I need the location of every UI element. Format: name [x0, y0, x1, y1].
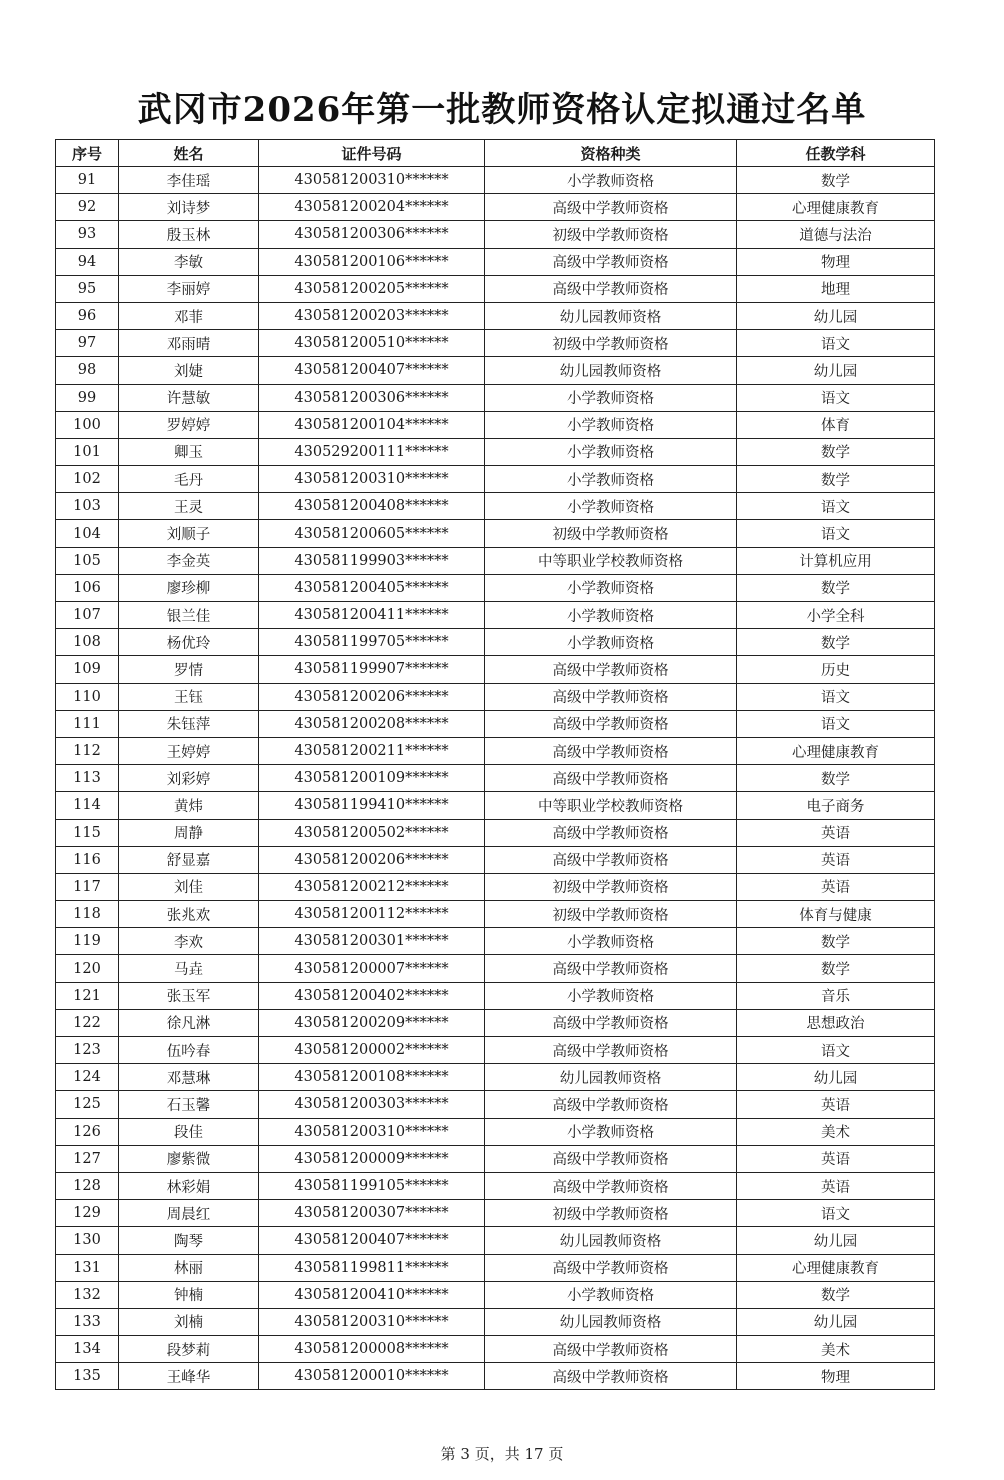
cell-subject: 音乐 — [737, 982, 935, 1009]
cell-name: 舒显嘉 — [119, 846, 259, 873]
cell-qualification-type: 高级中学教师资格 — [485, 656, 737, 683]
cell-qualification-type: 初级中学教师资格 — [485, 901, 737, 928]
cell-name: 廖珍柳 — [119, 574, 259, 601]
cell-id-number: 430581200402****** — [259, 982, 485, 1009]
cell-qualification-type: 幼儿园教师资格 — [485, 1064, 737, 1091]
cell-id-number: 430581200410****** — [259, 1281, 485, 1308]
table-header-row — [56, 140, 935, 167]
cell-qualification-type: 幼儿园教师资格 — [485, 1227, 737, 1254]
table-row — [56, 737, 935, 764]
cell-qualification-type: 高级中学教师资格 — [485, 1172, 737, 1199]
cell-subject: 数学 — [737, 629, 935, 656]
cell-id-number: 430581200306****** — [259, 221, 485, 248]
cell-qualification-type: 高级中学教师资格 — [485, 765, 737, 792]
cell-id-number: 430581200212****** — [259, 873, 485, 900]
cell-index: 109 — [56, 656, 119, 683]
header-index: 序号 — [56, 140, 119, 167]
cell-name: 伍吟春 — [119, 1037, 259, 1064]
table-row — [56, 248, 935, 275]
cell-id-number: 430581200310****** — [259, 1308, 485, 1335]
table-row — [56, 1254, 935, 1281]
cell-index: 119 — [56, 928, 119, 955]
cell-id-number: 430581200407****** — [259, 1227, 485, 1254]
cell-index: 124 — [56, 1064, 119, 1091]
cell-subject: 语文 — [737, 330, 935, 357]
cell-subject: 思想政治 — [737, 1009, 935, 1036]
cell-index: 101 — [56, 438, 119, 465]
cell-subject: 小学全科 — [737, 602, 935, 629]
cell-name: 张玉军 — [119, 982, 259, 1009]
cell-qualification-type: 初级中学教师资格 — [485, 221, 737, 248]
cell-index: 111 — [56, 710, 119, 737]
table-row — [56, 1064, 935, 1091]
cell-id-number: 430581200301****** — [259, 928, 485, 955]
cell-index: 107 — [56, 602, 119, 629]
cell-index: 113 — [56, 765, 119, 792]
cell-qualification-type: 高级中学教师资格 — [485, 710, 737, 737]
cell-id-number: 430581199903****** — [259, 547, 485, 574]
cell-id-number: 430581200209****** — [259, 1009, 485, 1036]
cell-index: 130 — [56, 1227, 119, 1254]
cell-qualification-type: 高级中学教师资格 — [485, 1145, 737, 1172]
table-row — [56, 1037, 935, 1064]
table-row — [56, 1118, 935, 1145]
cell-index: 100 — [56, 411, 119, 438]
cell-name: 邓雨晴 — [119, 330, 259, 357]
cell-subject: 数学 — [737, 574, 935, 601]
cell-subject: 心理健康教育 — [737, 194, 935, 221]
cell-index: 105 — [56, 547, 119, 574]
cell-name: 黄炜 — [119, 792, 259, 819]
cell-qualification-type: 初级中学教师资格 — [485, 330, 737, 357]
cell-qualification-type: 幼儿园教师资格 — [485, 357, 737, 384]
cell-name: 李敏 — [119, 248, 259, 275]
cell-index: 103 — [56, 493, 119, 520]
cell-index: 93 — [56, 221, 119, 248]
table-row — [56, 1363, 935, 1390]
cell-id-number: 430581199705****** — [259, 629, 485, 656]
cell-index: 128 — [56, 1172, 119, 1199]
cell-qualification-type: 中等职业学校教师资格 — [485, 792, 737, 819]
cell-name: 李欢 — [119, 928, 259, 955]
cell-index: 121 — [56, 982, 119, 1009]
cell-index: 98 — [56, 357, 119, 384]
cell-qualification-type: 小学教师资格 — [485, 928, 737, 955]
cell-id-number: 430581200108****** — [259, 1064, 485, 1091]
cell-index: 99 — [56, 384, 119, 411]
cell-name: 段梦莉 — [119, 1336, 259, 1363]
cell-index: 114 — [56, 792, 119, 819]
table-row — [56, 1172, 935, 1199]
cell-qualification-type: 高级中学教师资格 — [485, 275, 737, 302]
cell-index: 126 — [56, 1118, 119, 1145]
cell-subject: 体育与健康 — [737, 901, 935, 928]
cell-index: 115 — [56, 819, 119, 846]
cell-subject: 美术 — [737, 1118, 935, 1145]
table-row — [56, 520, 935, 547]
cell-subject: 语文 — [737, 710, 935, 737]
cell-subject: 幼儿园 — [737, 302, 935, 329]
cell-index: 134 — [56, 1336, 119, 1363]
cell-name: 杨优玲 — [119, 629, 259, 656]
cell-id-number: 430581200310****** — [259, 167, 485, 194]
cell-index: 110 — [56, 683, 119, 710]
cell-id-number: 430581200502****** — [259, 819, 485, 846]
cell-subject: 英语 — [737, 1172, 935, 1199]
cell-id-number: 430581200205****** — [259, 275, 485, 302]
cell-subject: 数学 — [737, 955, 935, 982]
cell-id-number: 430529200111****** — [259, 438, 485, 465]
cell-name: 林彩娟 — [119, 1172, 259, 1199]
cell-qualification-type: 幼儿园教师资格 — [485, 1308, 737, 1335]
cell-qualification-type: 高级中学教师资格 — [485, 1336, 737, 1363]
header-name: 姓名 — [119, 140, 259, 167]
cell-id-number: 430581200310****** — [259, 1118, 485, 1145]
cell-name: 陶琴 — [119, 1227, 259, 1254]
cell-qualification-type: 小学教师资格 — [485, 167, 737, 194]
cell-qualification-type: 高级中学教师资格 — [485, 737, 737, 764]
cell-subject: 物理 — [737, 1363, 935, 1390]
cell-name: 徐凡淋 — [119, 1009, 259, 1036]
cell-index: 108 — [56, 629, 119, 656]
cell-id-number: 430581200206****** — [259, 846, 485, 873]
cell-qualification-type: 小学教师资格 — [485, 574, 737, 601]
table-row — [56, 982, 935, 1009]
cell-subject: 幼儿园 — [737, 1064, 935, 1091]
cell-subject: 地理 — [737, 275, 935, 302]
cell-name: 马垚 — [119, 955, 259, 982]
cell-name: 廖紫微 — [119, 1145, 259, 1172]
page-footer: 第 3 页，共 17 页 — [440, 1445, 564, 1463]
cell-id-number: 430581200411****** — [259, 602, 485, 629]
cell-id-number: 430581200408****** — [259, 493, 485, 520]
document-title: 武冈市2026年第一批教师资格认定拟通过名单 — [137, 90, 867, 130]
cell-id-number: 430581200009****** — [259, 1145, 485, 1172]
cell-subject: 语文 — [737, 683, 935, 710]
table-row — [56, 167, 935, 194]
cell-index: 94 — [56, 248, 119, 275]
cell-index: 97 — [56, 330, 119, 357]
table-row — [56, 275, 935, 302]
table-row — [56, 819, 935, 846]
cell-index: 92 — [56, 194, 119, 221]
cell-qualification-type: 小学教师资格 — [485, 411, 737, 438]
cell-name: 张兆欢 — [119, 901, 259, 928]
cell-name: 王灵 — [119, 493, 259, 520]
cell-subject: 语文 — [737, 493, 935, 520]
cell-index: 91 — [56, 167, 119, 194]
table-row — [56, 928, 935, 955]
cell-name: 王钰 — [119, 683, 259, 710]
cell-id-number: 430581200211****** — [259, 737, 485, 764]
cell-index: 112 — [56, 737, 119, 764]
table-row — [56, 710, 935, 737]
cell-index: 127 — [56, 1145, 119, 1172]
cell-index: 131 — [56, 1254, 119, 1281]
cell-id-number: 430581200407****** — [259, 357, 485, 384]
table-body — [56, 167, 935, 1390]
cell-subject: 数学 — [737, 1281, 935, 1308]
cell-id-number: 430581200109****** — [259, 765, 485, 792]
cell-name: 李佳瑶 — [119, 167, 259, 194]
cell-name: 石玉馨 — [119, 1091, 259, 1118]
cell-name: 刘顺子 — [119, 520, 259, 547]
cell-qualification-type: 高级中学教师资格 — [485, 683, 737, 710]
table-row — [56, 1308, 935, 1335]
cell-qualification-type: 小学教师资格 — [485, 466, 737, 493]
header-id-number: 证件号码 — [259, 140, 485, 167]
table-row — [56, 384, 935, 411]
cell-id-number: 430581199410****** — [259, 792, 485, 819]
cell-qualification-type: 初级中学教师资格 — [485, 873, 737, 900]
cell-name: 钟楠 — [119, 1281, 259, 1308]
table-row — [56, 873, 935, 900]
cell-id-number: 430581200204****** — [259, 194, 485, 221]
cell-name: 段佳 — [119, 1118, 259, 1145]
table-row — [56, 1227, 935, 1254]
cell-subject: 英语 — [737, 846, 935, 873]
table-row — [56, 1281, 935, 1308]
header-qualification-type: 资格种类 — [485, 140, 737, 167]
cell-qualification-type: 高级中学教师资格 — [485, 1254, 737, 1281]
cell-index: 96 — [56, 302, 119, 329]
cell-name: 刘诗梦 — [119, 194, 259, 221]
header-subject: 任教学科 — [737, 140, 935, 167]
table-row — [56, 547, 935, 574]
cell-name: 李丽婷 — [119, 275, 259, 302]
cell-qualification-type: 小学教师资格 — [485, 1281, 737, 1308]
table-row — [56, 1145, 935, 1172]
cell-id-number: 430581200106****** — [259, 248, 485, 275]
cell-id-number: 430581200010****** — [259, 1363, 485, 1390]
table-row — [56, 846, 935, 873]
cell-qualification-type: 小学教师资格 — [485, 602, 737, 629]
table-row — [56, 438, 935, 465]
cell-index: 118 — [56, 901, 119, 928]
cell-qualification-type: 初级中学教师资格 — [485, 1200, 737, 1227]
table-row — [56, 411, 935, 438]
cell-subject: 幼儿园 — [737, 357, 935, 384]
table-row — [56, 1336, 935, 1363]
cell-subject: 心理健康教育 — [737, 737, 935, 764]
cell-subject: 幼儿园 — [737, 1227, 935, 1254]
cell-index: 133 — [56, 1308, 119, 1335]
cell-name: 刘楠 — [119, 1308, 259, 1335]
cell-name: 李金英 — [119, 547, 259, 574]
cell-subject: 心理健康教育 — [737, 1254, 935, 1281]
cell-name: 邓菲 — [119, 302, 259, 329]
cell-qualification-type: 小学教师资格 — [485, 629, 737, 656]
table-row — [56, 221, 935, 248]
cell-id-number: 430581200104****** — [259, 411, 485, 438]
cell-name: 朱钰萍 — [119, 710, 259, 737]
cell-id-number: 430581200310****** — [259, 466, 485, 493]
cell-id-number: 430581200605****** — [259, 520, 485, 547]
cell-qualification-type: 高级中学教师资格 — [485, 1009, 737, 1036]
cell-index: 125 — [56, 1091, 119, 1118]
cell-index: 102 — [56, 466, 119, 493]
cell-name: 银兰佳 — [119, 602, 259, 629]
table-row — [56, 683, 935, 710]
cell-qualification-type: 中等职业学校教师资格 — [485, 547, 737, 574]
cell-id-number: 430581200203****** — [259, 302, 485, 329]
cell-name: 卿玉 — [119, 438, 259, 465]
cell-name: 许慧敏 — [119, 384, 259, 411]
cell-subject: 物理 — [737, 248, 935, 275]
cell-subject: 数学 — [737, 438, 935, 465]
roster-table — [55, 139, 935, 1390]
cell-subject: 数学 — [737, 928, 935, 955]
cell-subject: 数学 — [737, 167, 935, 194]
table-row — [56, 765, 935, 792]
cell-subject: 语文 — [737, 520, 935, 547]
cell-subject: 历史 — [737, 656, 935, 683]
cell-subject: 语文 — [737, 384, 935, 411]
table-row — [56, 656, 935, 683]
cell-subject: 数学 — [737, 765, 935, 792]
table-row — [56, 901, 935, 928]
cell-id-number: 430581200008****** — [259, 1336, 485, 1363]
cell-qualification-type: 小学教师资格 — [485, 384, 737, 411]
cell-qualification-type: 小学教师资格 — [485, 982, 737, 1009]
table-row — [56, 493, 935, 520]
table-row — [56, 1009, 935, 1036]
cell-subject: 计算机应用 — [737, 547, 935, 574]
cell-index: 123 — [56, 1037, 119, 1064]
table-row — [56, 602, 935, 629]
cell-qualification-type: 小学教师资格 — [485, 493, 737, 520]
cell-qualification-type: 小学教师资格 — [485, 1118, 737, 1145]
table-row — [56, 1200, 935, 1227]
table-row — [56, 574, 935, 601]
cell-name: 刘婕 — [119, 357, 259, 384]
cell-index: 104 — [56, 520, 119, 547]
cell-name: 殷玉林 — [119, 221, 259, 248]
cell-index: 116 — [56, 846, 119, 873]
cell-index: 135 — [56, 1363, 119, 1390]
cell-subject: 数学 — [737, 466, 935, 493]
table-row — [56, 466, 935, 493]
cell-subject: 英语 — [737, 1145, 935, 1172]
cell-id-number: 430581200303****** — [259, 1091, 485, 1118]
table-row — [56, 194, 935, 221]
cell-name: 周静 — [119, 819, 259, 846]
cell-qualification-type: 高级中学教师资格 — [485, 846, 737, 873]
cell-qualification-type: 高级中学教师资格 — [485, 819, 737, 846]
cell-id-number: 430581200112****** — [259, 901, 485, 928]
cell-index: 95 — [56, 275, 119, 302]
cell-subject: 道德与法治 — [737, 221, 935, 248]
cell-id-number: 430581200002****** — [259, 1037, 485, 1064]
cell-id-number: 430581200007****** — [259, 955, 485, 982]
cell-id-number: 430581199811****** — [259, 1254, 485, 1281]
table-row — [56, 792, 935, 819]
cell-name: 林丽 — [119, 1254, 259, 1281]
cell-index: 122 — [56, 1009, 119, 1036]
cell-id-number: 430581200206****** — [259, 683, 485, 710]
cell-name: 王峰华 — [119, 1363, 259, 1390]
cell-name: 毛丹 — [119, 466, 259, 493]
cell-qualification-type: 小学教师资格 — [485, 438, 737, 465]
cell-name: 邓慧琳 — [119, 1064, 259, 1091]
cell-index: 106 — [56, 574, 119, 601]
cell-id-number: 430581199907****** — [259, 656, 485, 683]
cell-id-number: 430581199105****** — [259, 1172, 485, 1199]
table-row — [56, 1091, 935, 1118]
table-row — [56, 629, 935, 656]
cell-index: 132 — [56, 1281, 119, 1308]
cell-subject: 英语 — [737, 1091, 935, 1118]
cell-subject: 语文 — [737, 1200, 935, 1227]
cell-subject: 幼儿园 — [737, 1308, 935, 1335]
cell-name: 王婷婷 — [119, 737, 259, 764]
table-row — [56, 302, 935, 329]
cell-id-number: 430581200208****** — [259, 710, 485, 737]
cell-subject: 英语 — [737, 873, 935, 900]
cell-name: 刘佳 — [119, 873, 259, 900]
cell-subject: 体育 — [737, 411, 935, 438]
cell-qualification-type: 高级中学教师资格 — [485, 955, 737, 982]
cell-subject: 语文 — [737, 1037, 935, 1064]
table-row — [56, 330, 935, 357]
cell-name: 罗情 — [119, 656, 259, 683]
cell-id-number: 430581200306****** — [259, 384, 485, 411]
cell-subject: 美术 — [737, 1336, 935, 1363]
cell-qualification-type: 高级中学教师资格 — [485, 1363, 737, 1390]
cell-name: 刘彩婷 — [119, 765, 259, 792]
cell-index: 117 — [56, 873, 119, 900]
cell-index: 120 — [56, 955, 119, 982]
cell-qualification-type: 高级中学教师资格 — [485, 1091, 737, 1118]
cell-qualification-type: 高级中学教师资格 — [485, 1037, 737, 1064]
cell-id-number: 430581200307****** — [259, 1200, 485, 1227]
cell-id-number: 430581200510****** — [259, 330, 485, 357]
cell-qualification-type: 高级中学教师资格 — [485, 194, 737, 221]
cell-qualification-type: 初级中学教师资格 — [485, 520, 737, 547]
cell-qualification-type: 幼儿园教师资格 — [485, 302, 737, 329]
table-row — [56, 955, 935, 982]
cell-name: 罗婷婷 — [119, 411, 259, 438]
cell-subject: 电子商务 — [737, 792, 935, 819]
cell-id-number: 430581200405****** — [259, 574, 485, 601]
cell-index: 129 — [56, 1200, 119, 1227]
cell-qualification-type: 高级中学教师资格 — [485, 248, 737, 275]
cell-name: 周晨红 — [119, 1200, 259, 1227]
table-row — [56, 357, 935, 384]
cell-subject: 英语 — [737, 819, 935, 846]
